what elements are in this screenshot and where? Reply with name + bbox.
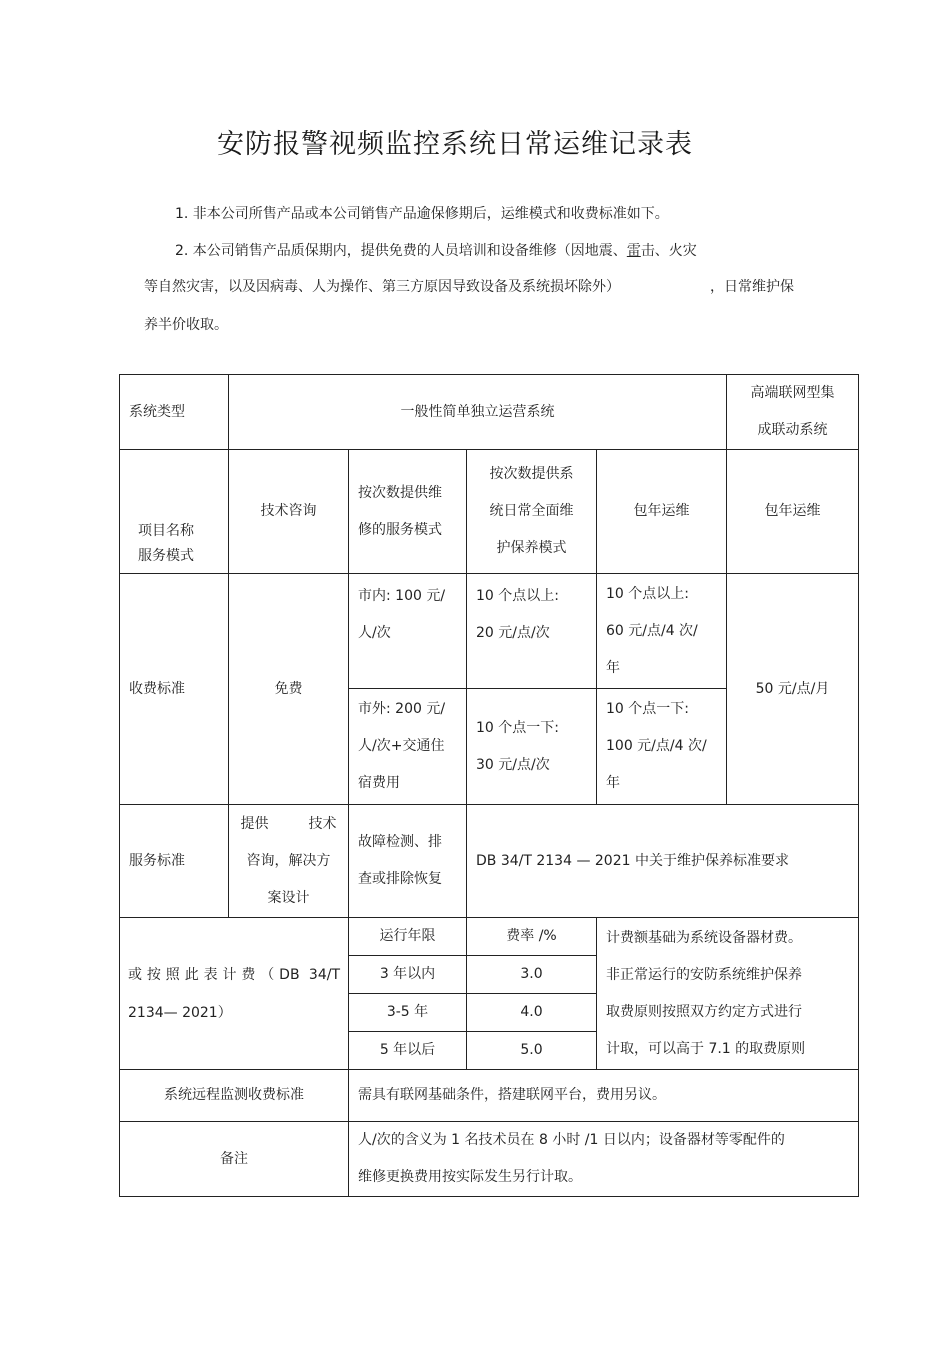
cell-free: 免费	[229, 574, 349, 805]
city-out-line-1: 市外: 200 元/	[358, 701, 446, 717]
cell-remote-label: 系统远程监测收费标准	[120, 1070, 349, 1122]
cell-by-table	[120, 918, 349, 1070]
above-10-line-1: 10 个点以上:	[476, 588, 559, 604]
fault-line-1: 故障检测、排	[358, 834, 442, 850]
cell-annual-2: 包年运维	[727, 450, 859, 574]
high-end-line-2: 成联动系统	[757, 422, 828, 438]
intro-p2-part-c: 击、火灾	[640, 243, 697, 259]
cell-general-system: 一般性简单独立运营系统	[229, 375, 727, 450]
city-in-line-1: 市内: 100 元/	[358, 588, 446, 604]
cell-annual-above-10	[597, 574, 727, 689]
service-mode-label: 服务模式	[138, 548, 194, 564]
cell-rate-value: 5.0	[467, 1032, 597, 1070]
per-maint-line-3: 护保养模式	[496, 540, 567, 556]
above-10-line-2: 20 元/点/次	[476, 625, 550, 641]
maintenance-fee-table	[119, 374, 859, 1197]
intro-p2-underlined: 雷	[626, 243, 641, 259]
cell-rate-value: 3.0	[467, 956, 597, 994]
row-system-type	[120, 375, 859, 450]
cell-annual-1: 包年运维	[597, 450, 727, 574]
cell-fault-handling	[349, 805, 467, 918]
intro-paragraph-2-line-1	[175, 240, 697, 260]
below-10-line-1: 10 个点一下:	[476, 719, 559, 736]
annual-below-line-2: 100 元/点/4 次/	[606, 738, 707, 754]
cell-standard-requirement: DB 34/T 2134 — 2021 中关于维护保养标准要求	[467, 805, 859, 918]
high-end-line-1: 高端联网型集	[750, 385, 835, 401]
cell-item-service-mode	[120, 450, 229, 574]
row-remote-monitoring	[120, 1070, 859, 1122]
row-fee-city-in	[120, 574, 859, 689]
row-rate-header	[120, 918, 859, 956]
annual-above-line-3: 年	[606, 659, 620, 676]
cell-rate-note	[597, 918, 859, 1070]
cell-rate-value: 4.0	[467, 994, 597, 1032]
cell-city-in	[349, 574, 467, 689]
intro-paragraph-2-line-3: 养半价收取。	[144, 317, 228, 333]
per-maint-line-1: 按次数提供系	[489, 466, 574, 482]
city-in-line-2: 人/次	[358, 625, 391, 641]
rate-note-line-3: 取费原则按照双方约定方式进行	[606, 1003, 802, 1020]
annual-below-line-3: 年	[606, 775, 620, 791]
cell-fee-label: 收费标准	[120, 574, 229, 805]
cell-annual-below-10	[597, 689, 727, 805]
per-repair-line-1: 按次数提供维	[358, 484, 442, 501]
cell-rate-years: 3 年以内	[349, 956, 467, 994]
cell-per-maint	[467, 450, 597, 574]
cell-per-repair	[349, 450, 467, 574]
annual-above-line-2: 60 元/点/4 次/	[606, 622, 698, 639]
remark-line-1: 人/次的含义为 1 名技术员在 8 小时 /1 日以内；设备器材等零配件的	[358, 1132, 785, 1148]
cell-system-type-label: 系统类型	[120, 375, 229, 450]
cell-below-10	[467, 689, 597, 805]
rate-note-line-1: 计费额基础为系统设备器材费。	[606, 929, 802, 946]
cell-remark-value	[349, 1122, 859, 1197]
intro-paragraph-2-line-2: 等自然灾害，以及因病毒、人为操作、第三方原因导致设备及系统损坏除外）	[144, 279, 620, 295]
per-repair-line-2: 修的服务模式	[358, 521, 442, 538]
cell-rate-years: 3-5 年	[349, 994, 467, 1032]
rate-note-line-4: 计取，可以高于 7.1 的取费原则	[606, 1040, 806, 1057]
rate-note-line-2: 非正常运行的安防系统维护保养	[606, 966, 802, 983]
cell-service-std-label: 服务标准	[120, 805, 229, 918]
tech-service-line-1	[229, 806, 348, 843]
remark-line-2: 维修更换费用按实际发生另行计取。	[358, 1169, 582, 1185]
intro-p2-part-a: 2. 本公司销售产品质保期内，提供免费的人员培训和设备维修（因地震、	[175, 243, 627, 259]
cell-city-out	[349, 689, 467, 805]
cell-years-label: 运行年限	[349, 918, 467, 956]
cell-remote-value: 需具有联网基础条件，搭建联网平台，费用另议。	[349, 1070, 859, 1122]
tech-service-word-1: 提供	[240, 815, 269, 832]
tech-service-line-3: 案设计	[267, 889, 310, 906]
below-10-line-2: 30 元/点/次	[476, 756, 550, 773]
by-table-line-1: 或按照此表计费（DB 34/T	[128, 966, 340, 983]
city-out-line-2: 人/次+交通住	[358, 738, 445, 754]
annual-below-line-1: 10 个点一下:	[606, 701, 689, 717]
by-table-line-2: 2134— 2021）	[128, 1004, 232, 1021]
cell-rate-years: 5 年以后	[349, 1032, 467, 1070]
tech-service-line-2: 咨询，解决方	[246, 852, 331, 869]
intro-paragraph-2-line-2-tail: ，日常维护保	[710, 279, 794, 295]
tech-service-word-2: 技术	[308, 815, 337, 832]
city-out-line-3: 宿费用	[358, 775, 400, 791]
per-maint-line-2: 统日常全面维	[489, 503, 574, 519]
cell-high-end-system	[727, 375, 859, 450]
cell-remark-label: 备注	[120, 1122, 349, 1197]
row-service-mode	[120, 450, 859, 574]
row-remark	[120, 1122, 859, 1197]
annual-above-line-1: 10 个点以上:	[606, 585, 689, 602]
intro-paragraph-1: 1. 非本公司所售产品或本公司销售产品逾保修期后，运维模式和收费标准如下。	[175, 206, 669, 222]
cell-above-10	[467, 574, 597, 689]
row-service-standard	[120, 805, 859, 918]
fault-line-2: 查或排除恢复	[358, 871, 442, 887]
item-name-label: 项目名称	[138, 523, 194, 539]
cell-tech-service	[229, 805, 349, 918]
cell-rate-label: 费率 /%	[467, 918, 597, 956]
cell-tech-consult: 技术咨询	[229, 450, 349, 574]
cell-high-end-fee: 50 元/点/月	[727, 574, 859, 805]
page-title: 安防报警视频监控系统日常运维记录表	[217, 129, 693, 160]
